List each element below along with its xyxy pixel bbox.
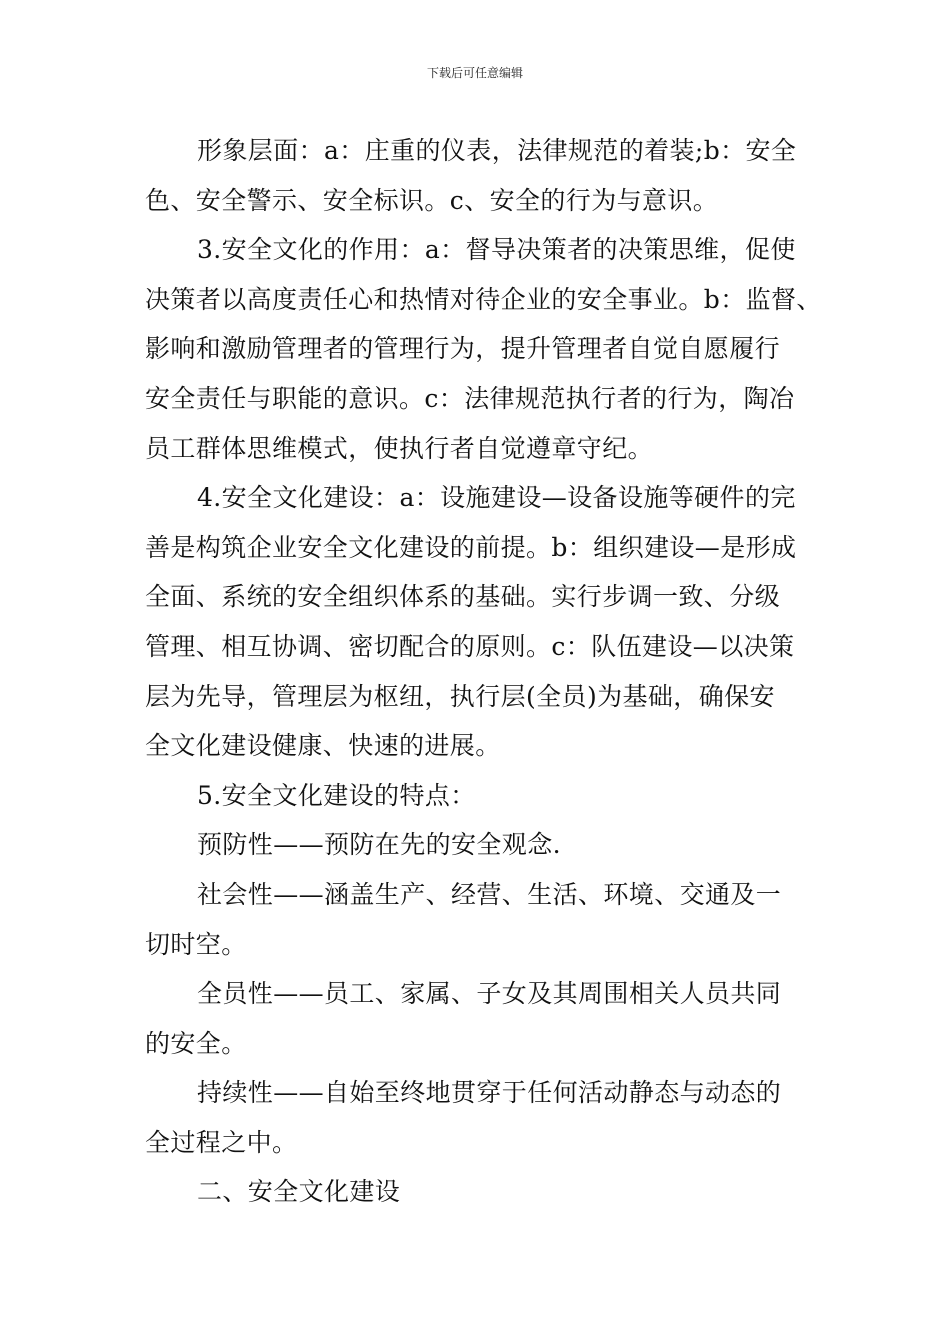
paragraph-line: 全过程之中。 xyxy=(145,1127,298,1157)
paragraph-line: 色、安全警示、安全标识。c、安全的行为与意识。 xyxy=(145,185,719,215)
document-body xyxy=(145,126,822,1217)
paragraph-line: 3.安全文化的作用：a：督导决策者的决策思维，促使 xyxy=(197,235,796,265)
paragraph-line: 决策者以高度责任心和热情对待企业的安全事业。b：监督、 xyxy=(145,284,822,314)
paragraph-line: 全文化建设健康、快速的进展。 xyxy=(145,731,501,761)
paragraph-line: 管理、相互协调、密切配合的原则。c：队伍建设—以决策 xyxy=(145,631,795,661)
paragraph-line: 持续性——自始至终地贯穿于任何活动静态与动态的 xyxy=(197,1078,782,1108)
paragraph-line: 切时空。 xyxy=(145,929,247,959)
section-heading: 二、安全文化建设 xyxy=(197,1177,401,1207)
paragraph-line: 层为先导，管理层为枢纽，执行层(全员)为基础，确保安 xyxy=(145,681,775,711)
paragraph-line: 社会性——涵盖生产、经营、生活、环境、交通及一 xyxy=(197,879,782,909)
paragraph-line: 善是构筑企业安全文化建设的前提。b：组织建设—是形成 xyxy=(145,532,797,562)
paragraph-line: 形象层面：a：庄重的仪表，法律规范的着装;b：安全 xyxy=(197,136,797,165)
paragraph-line: 的安全。 xyxy=(145,1028,247,1058)
paragraph-line: 全员性——员工、家属、子女及其周围相关人员共同 xyxy=(197,979,782,1009)
paragraph-line: 预防性——预防在先的安全观念. xyxy=(197,830,561,860)
paragraph-line: 5.安全文化建设的特点： xyxy=(197,780,476,810)
paragraph-line: 4.安全文化建设：a：设施建设—设备设施等硬件的完 xyxy=(197,483,796,513)
paragraph-line: 安全责任与职能的意识。c：法律规范执行者的行为，陶冶 xyxy=(145,383,795,413)
paragraph-line: 员工群体思维模式，使执行者自觉遵章守纪。 xyxy=(145,433,654,463)
paragraph-line: 全面、系统的安全组织体系的基础。实行步调一致、分级 xyxy=(145,582,781,612)
paragraph-line: 影响和激励管理者的管理行为，提升管理者自觉自愿履行 xyxy=(145,334,781,364)
page-header: 下载后可任意编辑 xyxy=(426,66,523,80)
